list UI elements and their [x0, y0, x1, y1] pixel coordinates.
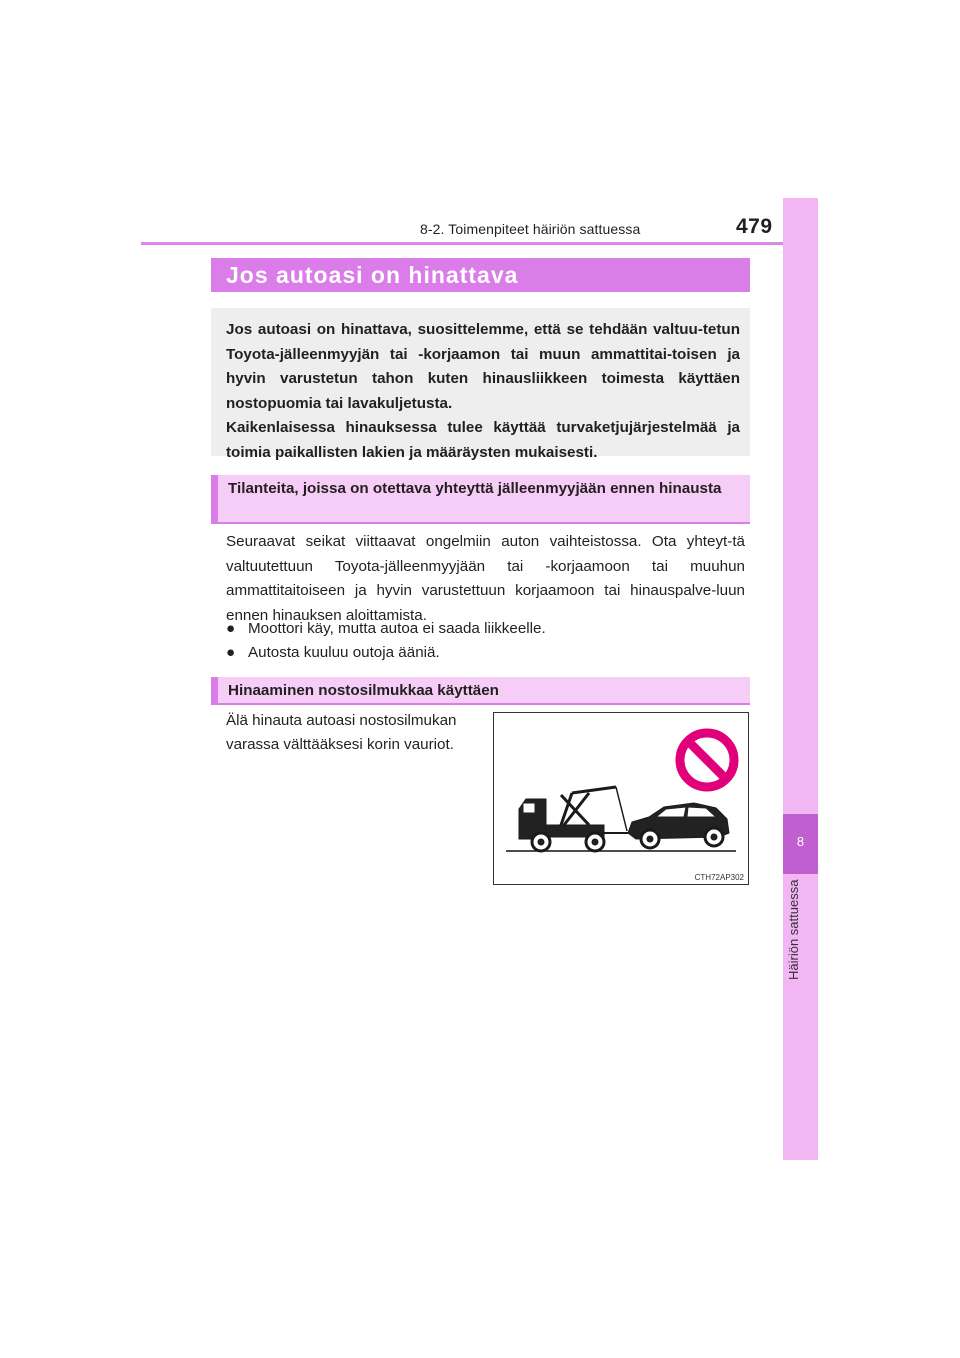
bullet-icon: ● [226, 644, 236, 661]
page-number: 479 [736, 215, 773, 238]
towed-car [628, 803, 729, 848]
chapter-label: Häiriön sattuessa [786, 880, 801, 981]
bullet-item [226, 641, 440, 665]
subsection-heading-dealer: Tilanteita, joissa on otettava yhteyttä jälleenmyyjään ennen hinausta [211, 475, 750, 524]
subsection-heading-towing-eyelet: Hinaaminen nostosilmukkaa käyttäen [211, 677, 750, 705]
bullet-item [226, 617, 546, 641]
bullet-text: Autosta kuuluu outoja ääniä. [248, 644, 440, 661]
prohibition-icon [680, 733, 734, 787]
section-title: Jos autoasi on hinattava [211, 258, 750, 292]
towing-eyelet-paragraph: Älä hinauta autoasi nostosilmukan varassa välttääksesi korin vauriot. [226, 712, 457, 753]
header-divider [141, 242, 818, 245]
tow-truck [519, 787, 629, 851]
dealer-paragraph [226, 530, 745, 628]
tow-truck-illustration [494, 713, 748, 884]
summary-paragraph-2: Kaikenlaisessa hinauksessa tulee käyttää turvaketjujärjestelmää ja toimia paikallisten lakien ja määräysten mukaisesti. [226, 419, 740, 461]
summary-box [211, 308, 750, 461]
chapter-side-tab [783, 198, 818, 1160]
towing-illustration [493, 712, 749, 885]
header-section-title: 8-2. Toimenpiteet häiriön sattuessa [420, 221, 641, 237]
dealer-paragraph-text: Seuraavat seikat viittaavat ongelmiin auton vaihteistossa. Ota yhteyt-tä valtuutettuun Toyota-jälleenmyyjään tai -korjaamoon tai muuhun ammattitaitoiseen ja hyvin varustettuun korjaamoon tai hinauspalve-luun ennen hinauksen aloittamista. [226, 533, 745, 624]
bullet-icon: ● [226, 620, 236, 637]
chapter-number: 8 [783, 814, 818, 874]
figure-code: CTH72AP302 [694, 873, 744, 882]
summary-paragraph-1: Jos autoasi on hinattava, suosittelemme, että se tehdään valtuu-tetun Toyota-jälleenmyyjän tai -korjaamon tai muun ammattitai-toisen ja hyvin varustetun tahon kuten hinausliikkeen toimesta käyttäen nostopuomia tai lavakuljetusta. [226, 321, 740, 412]
bullet-text: Moottori käy, mutta autoa ei saada liikkeelle. [248, 620, 546, 637]
